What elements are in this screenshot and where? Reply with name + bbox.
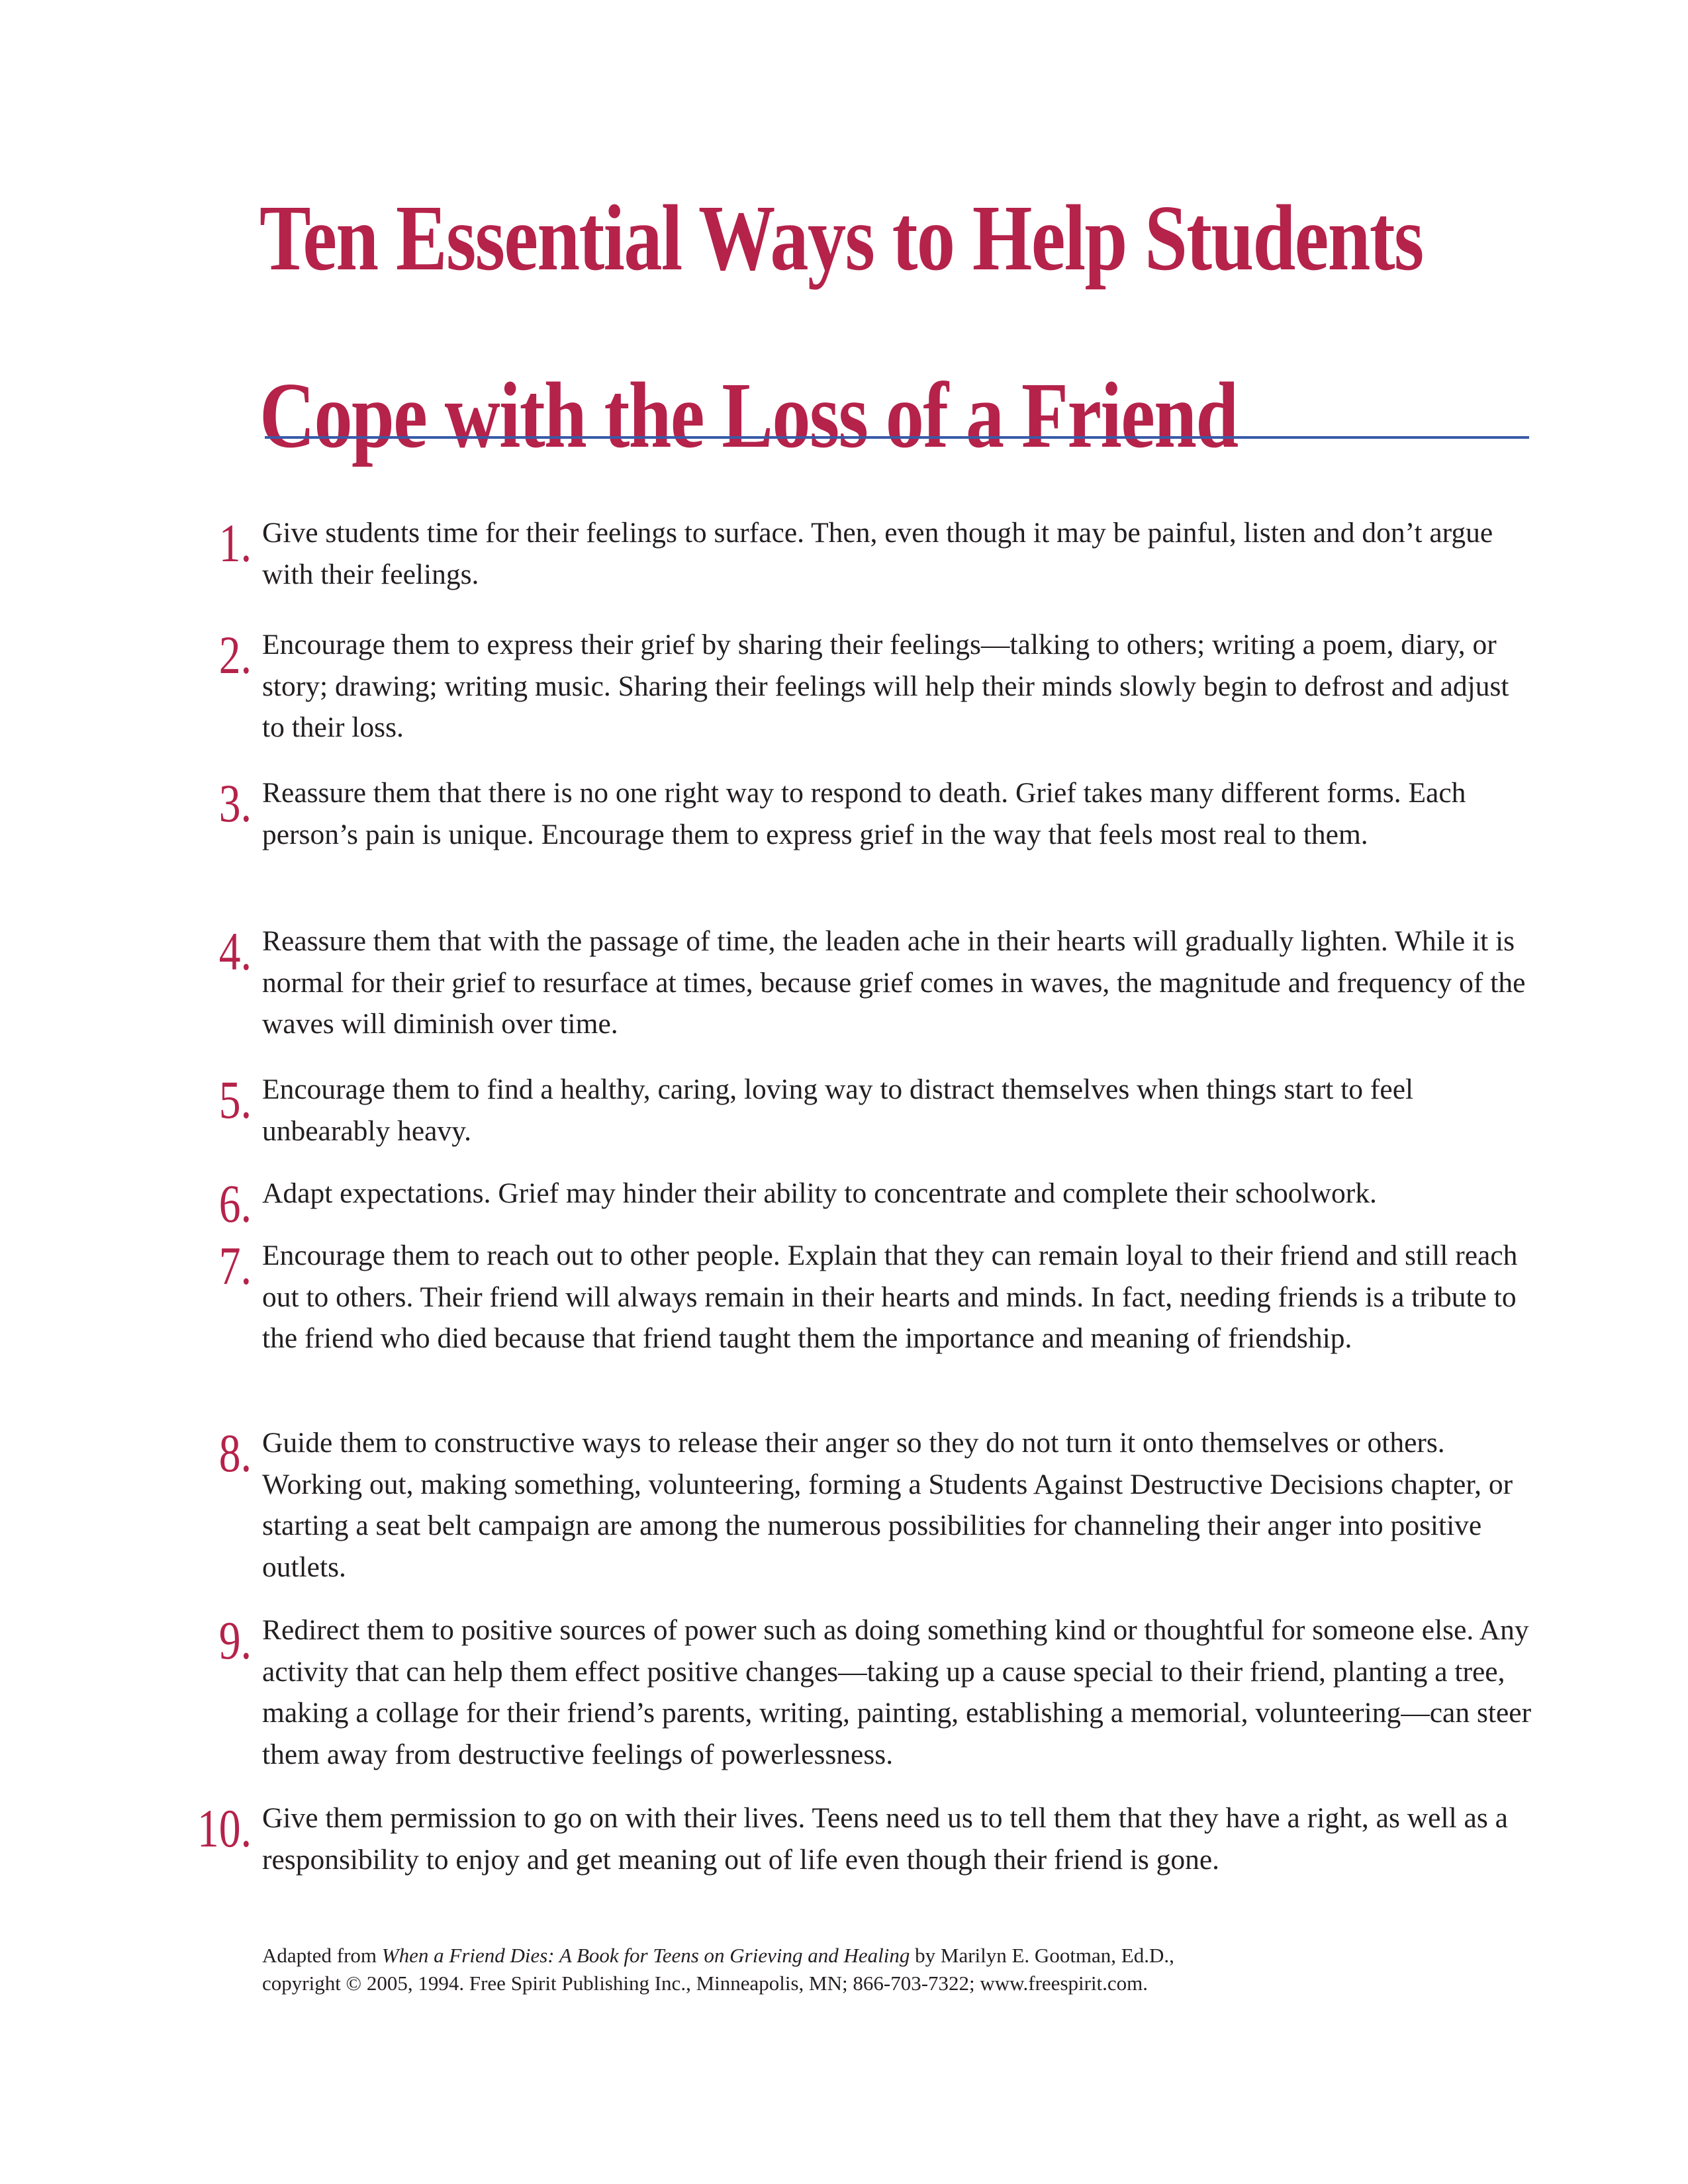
credit-book-title: When a Friend Dies: A Book for Teens on Grieving and Healing — [381, 1944, 910, 1967]
item-number: 2. — [218, 625, 252, 685]
title-divider — [265, 436, 1529, 439]
item-number: 8. — [218, 1423, 252, 1483]
item-number: 4. — [218, 921, 252, 981]
item-text: Reassure them that there is no one right way to respond to death. Grief takes many different forms. Each person’s pain is unique. Encourage them to express grief in the way that feels most real to them. — [262, 777, 1466, 850]
item-number: 3. — [218, 773, 252, 833]
item-number: 1. — [218, 513, 252, 573]
item-text: Give them permission to go on with their lives. Teens need us to tell them that they have a right, as well as a responsibility to enjoy and get meaning out of life even though their friend is gone. — [262, 1802, 1508, 1876]
title-line-2: Cope with the Loss of a Friend — [259, 363, 1238, 467]
item-number: 6. — [218, 1173, 252, 1234]
credit-prefix: Adapted from — [262, 1944, 382, 1967]
item-number: 9. — [218, 1610, 252, 1670]
credit-copyright: copyright © 2005, 1994. Free Spirit Publishing Inc., Minneapolis, MN; 866-703-7322; www.freespirit.com. — [262, 1972, 1149, 1995]
item-text: Give students time for their feelings to surface. Then, even though it may be painful, listen and don’t argue with their feelings. — [262, 517, 1493, 590]
item-number: 5. — [218, 1069, 252, 1130]
item-number: 10. — [197, 1798, 252, 1858]
item-text: Encourage them to reach out to other people. Explain that they can remain loyal to their friend and still reach out to others. Their friend will always remain in their hearts and minds. In fact, needing friends is a tribute to the friend who died because that friend taught them the importance and meaning of friendship. — [262, 1240, 1518, 1354]
item-number: 7. — [218, 1236, 252, 1296]
item-text: Guide them to constructive ways to release their anger so they do not turn it onto themselves or others. Working out, making something, volunteering, forming a Students Against Destructive Decisions chapter, or starting a seat belt campaign are among the numerous possibilities for channeling their anger into positive outlets. — [262, 1427, 1513, 1583]
item-text: Encourage them to express their grief by sharing their feelings—talking to others; writing a poem, diary, or story; drawing; writing music. Sharing their feelings will help their minds slowly begin to defrost and adjust to their loss. — [262, 629, 1509, 743]
source-credit — [262, 1942, 1533, 1997]
item-text: Encourage them to find a healthy, caring, loving way to distract themselves when things start to feel unbearably heavy. — [262, 1073, 1414, 1147]
page-title — [259, 149, 1423, 504]
item-text: Reassure them that with the passage of time, the leaden ache in their hearts will gradually lighten. While it is normal for their grief to resurface at times, because grief comes in waves, the magnitude and frequency of the waves will diminish over time. — [262, 925, 1526, 1040]
item-text: Redirect them to positive sources of power such as doing something kind or thoughtful for someone else. Any activity that can help them effect positive changes—taking up a cause special to their friend, planting a tree, making a collage for their friend’s parents, writing, painting, establishing a memorial, volunteering—can steer them away from destructive feelings of powerlessness. — [262, 1614, 1532, 1770]
title-line-1: Ten Essential Ways to Help Students — [259, 185, 1423, 290]
credit-suffix: by Marilyn E. Gootman, Ed.D., — [910, 1944, 1174, 1967]
item-text: Adapt expectations. Grief may hinder their ability to concentrate and complete their schoolwork. — [262, 1177, 1377, 1209]
